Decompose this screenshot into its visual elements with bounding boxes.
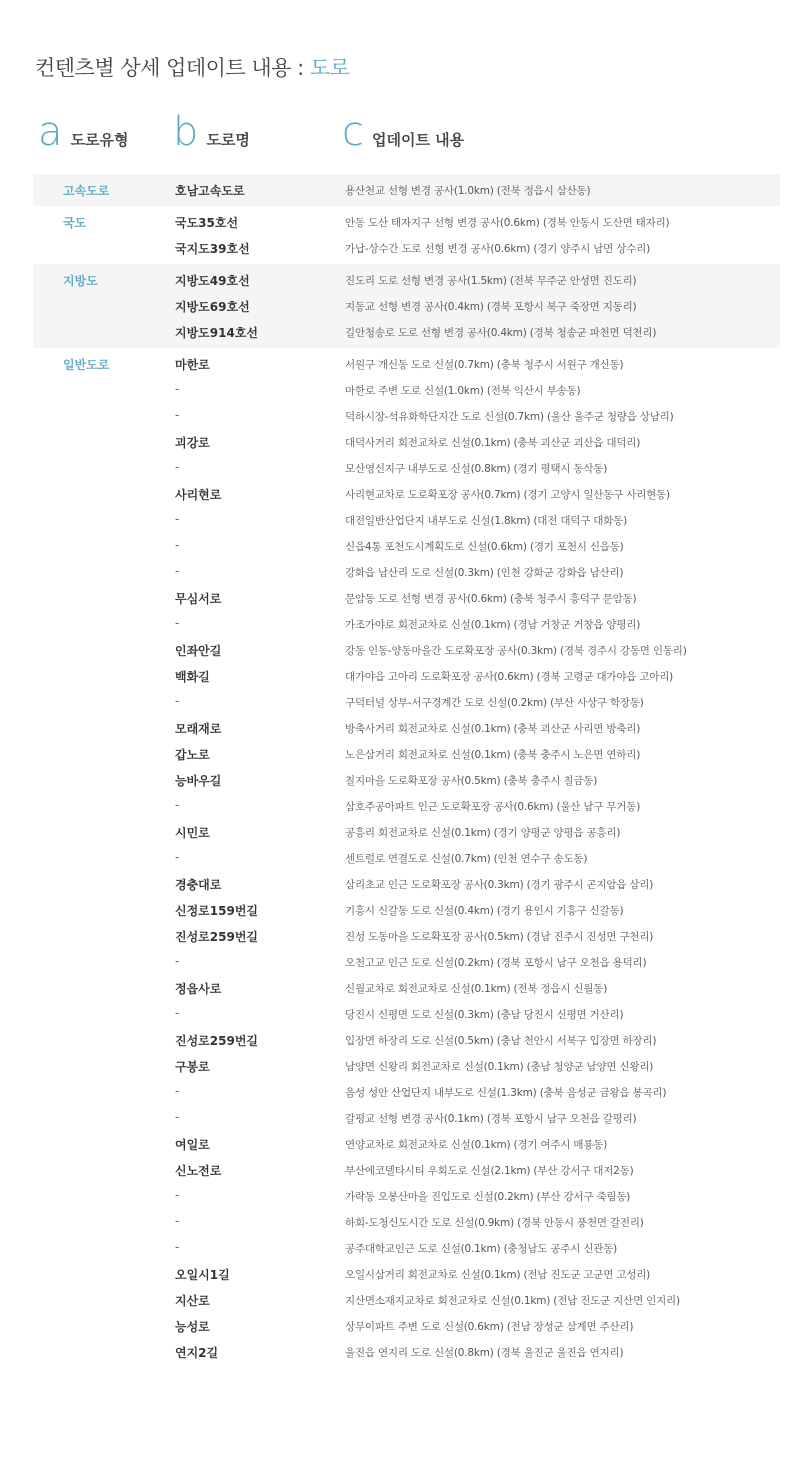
update-description: 남양면 신왕리 회전교차로 신설(0.1km) (충남 청양군 남양면 신왕리) [345,1061,654,1073]
table-row [33,585,780,611]
road-type-group [33,206,780,264]
update-description: 진도리 도로 선형 변경 공사(1.5km) (전북 무주군 안성면 진도리) [345,275,637,287]
update-description: 길안청송로 도로 선형 변경 공사(0.4km) (경북 청송군 파천면 덕천리) [345,327,657,339]
update-description: 울진읍 연지리 도로 신설(0.8km) (경북 울진군 울진읍 연지리) [345,1347,624,1359]
update-description: 부산에코델타시티 우회도로 신설(2.1km) (부산 강서구 대저2동) [345,1165,634,1177]
table-row [33,1287,780,1313]
update-description: 신읍4통 포천도시계획도로 신설(0.6km) (경기 포천시 신읍동) [345,541,624,553]
table-row [33,319,780,345]
road-name: - [175,408,180,422]
road-name: 진성로259번길 [175,930,259,944]
table-row [33,533,780,559]
road-name: - [175,460,180,474]
table-row [33,845,780,871]
table-row [33,923,780,949]
table-row [33,267,780,293]
table-row [33,1027,780,1053]
road-name: - [175,850,180,864]
table-row [33,377,780,403]
road-name: 호남고속도로 [175,184,245,198]
road-type-label: 일반도로 [63,358,110,372]
table-row [33,715,780,741]
update-description: 대전일반산업단지 내부도로 신설(1.8km) (대전 대덕구 대화동) [345,515,628,527]
road-name: 사리현로 [175,488,222,502]
table-row [33,611,780,637]
update-description: 신월교차로 회전교차로 신설(0.1km) (전북 정읍시 신월동) [345,983,608,995]
update-description: 안동 도산 태자지구 선형 변경 공사(0.6km) (경북 안동시 도산면 태자리) [345,217,670,229]
road-name: - [175,1110,180,1124]
table-row [33,177,780,203]
road-type-label: 국도 [63,216,87,230]
table-row [33,819,780,845]
update-description: 삼리초교 인근 도로확포장 공사(0.3km) (경기 광주시 곤지암읍 삼리) [345,879,654,891]
road-type-label: 지방도 [63,274,98,288]
road-name: 여일로 [175,1138,210,1152]
table-row [33,741,780,767]
road-name: 시민로 [175,826,210,840]
table-row [33,975,780,1001]
update-description: 오천고교 인근 도로 신설(0.2km) (경북 포항시 남구 오천읍 용덕리) [345,957,647,969]
update-description: 모산영신지구 내부도로 신설(0.8km) (경기 평택시 동삭동) [345,463,608,475]
column-letter-b: b [173,109,199,155]
road-name: 능성로 [175,1320,210,1334]
road-name: - [175,1188,180,1202]
update-description: 문암동 도로 선형 변경 공사(0.6km) (충북 청주시 흥덕구 문암동) [345,593,637,605]
update-table [33,174,780,1368]
road-name: 연지2길 [175,1346,219,1360]
update-description: 입장면 하장리 도로 신설(0.5km) (충남 천안시 서북구 입장면 하장리) [345,1035,657,1047]
table-row [33,793,780,819]
update-description: 음성 성안 산업단지 내부도로 신설(1.3km) (충북 음성군 금왕읍 봉곡리) [345,1087,667,1099]
update-description: 하회-도청신도시간 도로 신설(0.9km) (경북 안동시 풍천면 갈전리) [345,1217,644,1229]
column-label-road-name: 도로명 [206,131,250,149]
road-name: - [175,564,180,578]
table-row [33,1339,780,1365]
road-name: 신정로159번길 [175,904,259,918]
table-row [33,1131,780,1157]
road-name: 신노전로 [175,1164,222,1178]
table-row [33,1053,780,1079]
table-row [33,689,780,715]
road-name: 모래재로 [175,722,222,736]
update-description: 사리현교차로 도로확포장 공사(0.7km) (경기 고양시 일산동구 사리현동) [345,489,670,501]
road-name: - [175,512,180,526]
update-description: 방축사거리 회전교차로 신설(0.1km) (충북 괴산군 사리면 방축리) [345,723,641,735]
column-letter-c: c [342,109,364,155]
road-type-group [33,264,780,348]
road-type-group [33,348,780,1368]
table-row [33,949,780,975]
road-name: - [175,694,180,708]
table-row [33,293,780,319]
road-name: - [175,1084,180,1098]
update-description: 삼호주공아파트 인근 도로확포장 공사(0.6km) (울산 남구 무거동) [345,801,641,813]
table-row [33,1183,780,1209]
update-description: 기흥시 신갈동 도로 신설(0.4km) (경기 용인시 기흥구 신갈동) [345,905,624,917]
update-description: 덕하시장-석유화학단지간 도로 신설(0.7km) (울산 울주군 청량읍 상남리) [345,411,674,423]
update-description: 가납-상수간 도로 선형 변경 공사(0.6km) (경기 양주시 남면 상수리) [345,243,650,255]
table-row [33,429,780,455]
road-name: - [175,616,180,630]
road-name: 국도35호선 [175,216,239,230]
road-name: 백화길 [175,670,210,684]
road-name: 괴강로 [175,436,210,450]
table-row [33,1001,780,1027]
road-type-label: 고속도로 [63,184,110,198]
road-name: 구봉로 [175,1060,210,1074]
road-name: - [175,1214,180,1228]
road-name: 국지도39호선 [175,242,250,256]
column-header-update [342,109,465,155]
road-name: 지방도914호선 [175,326,259,340]
table-row [33,1079,780,1105]
road-name: - [175,798,180,812]
update-description: 당진시 신평면 도로 신설(0.3km) (충남 당진시 신평면 거산리) [345,1009,624,1021]
page-title [35,52,349,82]
road-name: 무심서로 [175,592,222,606]
column-header-road-name [173,109,250,155]
update-description: 용산천교 선형 변경 공사(1.0km) (전북 정읍시 삼산동) [345,185,591,197]
update-description: 대덕사거리 회전교차로 신설(0.1km) (충북 괴산군 괴산읍 대덕리) [345,437,641,449]
update-description: 상무이파트 주변 도로 신설(0.6km) (전남 장성군 삼계면 주산리) [345,1321,634,1333]
table-row [33,235,780,261]
page-title-accent: 도로 [309,56,350,80]
page-title-main: 컨텐츠별 상세 업데이트 내용 : [35,56,310,80]
update-description: 가락동 오봉산마을 진입도로 신설(0.2km) (부산 강서구 죽림동) [345,1191,631,1203]
update-description: 마한로 주변 도로 신설(1.0km) (전북 익산시 부송동) [345,385,581,397]
road-name: - [175,1006,180,1020]
update-description: 강화읍 남산리 도로 신설(0.3km) (인천 강화군 강화읍 남산리) [345,567,624,579]
update-description: 오일시삼거리 회전교차로 신설(0.1km) (전남 진도군 고군면 고성리) [345,1269,651,1281]
table-row [33,403,780,429]
road-name: - [175,1240,180,1254]
road-name: 마한로 [175,358,210,372]
update-description: 구덕터널 상부-서구경계간 도로 신설(0.2km) (부산 사상구 학장동) [345,697,644,709]
table-row [33,1105,780,1131]
road-name: 지방도69호선 [175,300,250,314]
update-description: 공흥리 회전교차로 신설(0.1km) (경기 양평군 양평읍 공흥리) [345,827,621,839]
road-name: 지방도49호선 [175,274,250,288]
column-label-update: 업데이트 내용 [372,131,465,149]
road-name: 인좌안길 [175,644,222,658]
table-row [33,1313,780,1339]
update-description: 진성 도동마을 도로확포장 공사(0.5km) (경남 진주시 진성면 구천리) [345,931,654,943]
column-label-road-type: 도로유형 [70,131,129,149]
table-row [33,663,780,689]
road-type-group [33,174,780,206]
update-description: 연양교차로 회전교차로 신설(0.1km) (경기 여주시 매룡동) [345,1139,608,1151]
update-description: 지동교 선형 변경 공사(0.4km) (경북 포항시 북구 죽장면 지동리) [345,301,637,313]
update-description: 센트럴로 연결도로 신설(0.7km) (인천 연수구 송도동) [345,853,588,865]
table-row [33,559,780,585]
column-header-road-type [38,109,129,155]
update-description: 대가야읍 고아리 도로확포장 공사(0.6km) (경북 고령군 대가야읍 고아리) [345,671,674,683]
road-name: 지산로 [175,1294,210,1308]
table-row [33,455,780,481]
update-description: 노은삼거리 회전교차로 신설(0.1km) (충북 충주시 노은면 연하리) [345,749,641,761]
table-row [33,507,780,533]
update-description: 공주대학교인근 도로 신설(0.1km) (충청남도 공주시 신관동) [345,1243,618,1255]
update-description: 강동 인동-양동마을간 도로확포장 공사(0.3km) (경북 경주시 강동면 인동리) [345,645,687,657]
update-description: 지산면소재지교차로 회전교차로 신설(0.1km) (전남 진도군 지산면 인지리) [345,1295,680,1307]
road-name: 정읍사로 [175,982,222,996]
update-description: 서원구 개신동 도로 신설(0.7km) (충북 청주시 서원구 개신동) [345,359,624,371]
table-row [33,871,780,897]
road-name: 경충대로 [175,878,222,892]
road-name: 갑노로 [175,748,210,762]
road-name: - [175,954,180,968]
road-name: 진성로259번길 [175,1034,259,1048]
table-row [33,1157,780,1183]
table-row [33,897,780,923]
table-row [33,767,780,793]
update-description: 칠지마을 도로확포장 공사(0.5km) (충북 충주시 칠금동) [345,775,598,787]
table-row [33,351,780,377]
update-description: 갈평교 선형 변경 공사(0.1km) (경북 포항시 남구 오천읍 갈평리) [345,1113,637,1125]
update-description: 가조가야로 회전교차로 신설(0.1km) (경남 거창군 거창읍 양평리) [345,619,641,631]
table-row [33,1209,780,1235]
table-row [33,637,780,663]
road-name: 오일시1길 [175,1268,230,1282]
table-row [33,1261,780,1287]
column-letter-a: a [38,109,63,155]
road-name: - [175,538,180,552]
road-name: 능바우길 [175,774,222,788]
road-name: - [175,382,180,396]
table-row [33,1235,780,1261]
table-row [33,209,780,235]
table-row [33,481,780,507]
